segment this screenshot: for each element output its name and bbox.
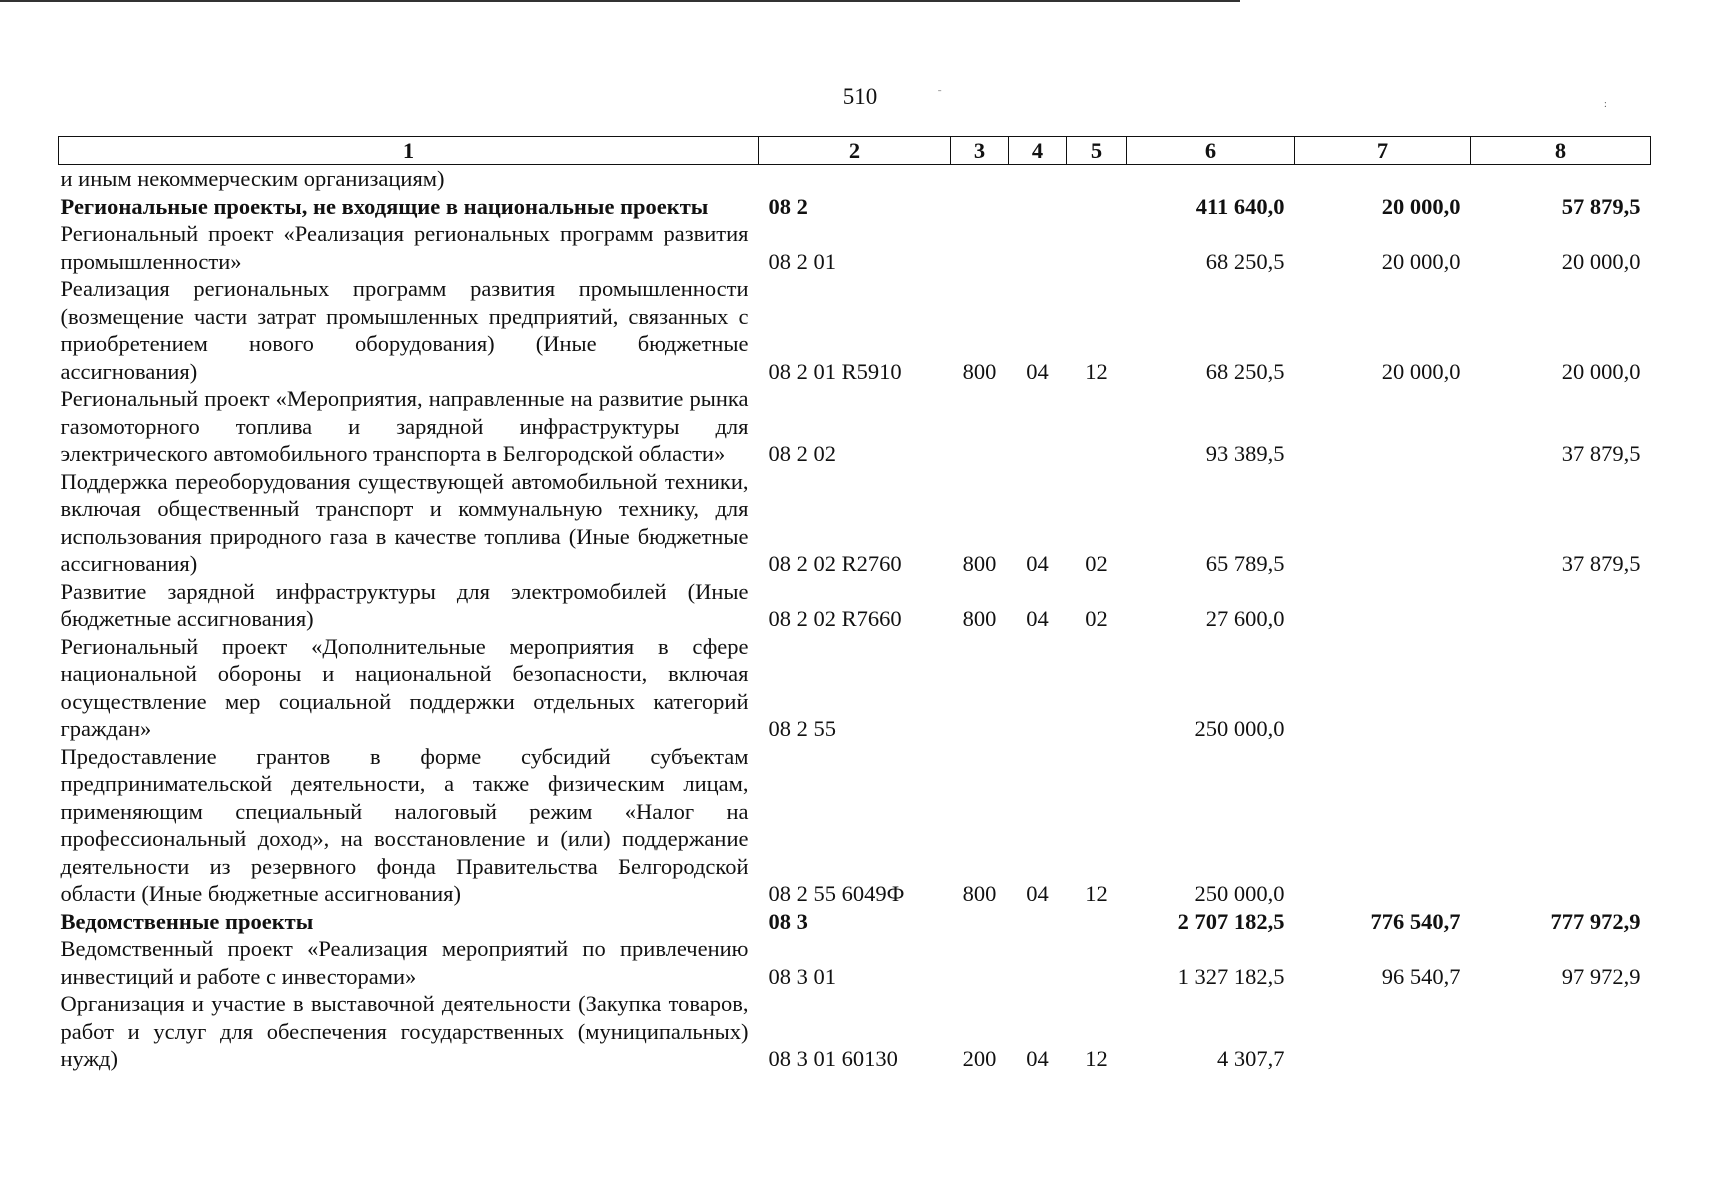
row-subsection-cell xyxy=(1067,633,1127,743)
row-code-cell: 08 2 02 R7660 xyxy=(768,606,902,631)
row-amount-col8: 37 879,5 xyxy=(1561,551,1641,576)
row-subsection-cell: 02 xyxy=(1085,551,1108,576)
row-name-cell: Предоставление грантов в форме субсидий субъектам предпринимательской деятельности, а также физическим лицам, применяющим специальный налоговый режим «Налог на профессиональный доход», на восстановление и (или) поддержание деятельности из резервного фонда Правительства Белгородской области (Иные бюджетные ассигнования) xyxy=(60,743,749,906)
row-amount-col6: 68 250,5 xyxy=(1205,358,1285,384)
row-code-cell: 08 2 02 R2760 xyxy=(768,551,902,576)
row-type-cell: 800 xyxy=(962,551,997,576)
row-type-cell: 200 xyxy=(962,1046,997,1071)
row-section-cell xyxy=(1009,633,1067,743)
row-type-cell xyxy=(951,220,1009,275)
row-amount-col7 xyxy=(1295,990,1471,1073)
row-type-cell xyxy=(951,165,1009,193)
column-header-5: 5 xyxy=(1067,137,1127,165)
table-row xyxy=(59,385,1651,468)
table-row xyxy=(59,193,1651,221)
row-section-cell: 04 xyxy=(1026,881,1049,906)
row-amount-col6: 4 307,7 xyxy=(1217,1046,1285,1071)
table-row xyxy=(59,935,1651,990)
row-name-cell: Организация и участие в выставочной деятельности (Закупка товаров, работ и услуг для обеспечения государственных (муниципальных) нужд) xyxy=(60,991,749,1071)
row-amount-col8 xyxy=(1471,165,1651,193)
row-subsection-cell xyxy=(1067,385,1127,468)
row-subsection-cell xyxy=(1067,193,1127,221)
row-type-cell xyxy=(951,193,1009,221)
row-amount-col7 xyxy=(1295,385,1471,468)
row-type-cell xyxy=(951,935,1009,990)
row-name-cell: и иным некоммерческим организациям) xyxy=(60,166,445,191)
row-subsection-cell xyxy=(1067,935,1127,990)
row-amount-col8 xyxy=(1471,578,1651,633)
row-amount-col6: 1 327 182,5 xyxy=(1177,963,1285,989)
budget-table-container xyxy=(58,136,1650,1073)
row-section-cell: 04 xyxy=(1026,1046,1049,1071)
row-name-cell: Ведомственные проекты xyxy=(60,908,314,934)
row-name-cell: Региональный проект «Дополнительные мероприятия в сфере национальной обороны и национальной безопасности, включая осуществление мер социальной поддержки отдельных категорий граждан» xyxy=(60,633,749,741)
row-type-cell xyxy=(951,633,1009,743)
row-code-cell: 08 2 55 6049Ф xyxy=(768,881,905,906)
row-amount-col6: 68 250,5 xyxy=(1205,248,1285,274)
row-amount-col6: 250 000,0 xyxy=(1194,881,1285,906)
row-amount-col8 xyxy=(1471,743,1651,908)
row-section-cell xyxy=(1009,935,1067,990)
row-subsection-cell xyxy=(1067,165,1127,193)
row-code-cell: 08 2 xyxy=(768,193,808,219)
table-row xyxy=(59,578,1651,633)
row-amount-col7 xyxy=(1295,165,1471,193)
column-header-6: 6 xyxy=(1127,137,1295,165)
row-type-cell: 800 xyxy=(962,358,997,384)
row-section-cell: 04 xyxy=(1026,551,1049,576)
row-section-cell xyxy=(1009,385,1067,468)
row-amount-col6 xyxy=(1127,165,1295,193)
row-name-cell: Реализация региональных программ развития промышленности (возмещение части затрат промышленных предприятий, связанных с приобретением нового оборудования) (Иные бюджетные ассигнования) xyxy=(60,276,749,384)
row-amount-col7 xyxy=(1295,743,1471,908)
row-code-cell: 08 3 xyxy=(768,908,808,934)
row-amount-col6: 250 000,0 xyxy=(1194,716,1285,741)
row-section-cell xyxy=(1009,193,1067,221)
row-code-cell: 08 3 01 xyxy=(768,963,836,989)
scan-speck: : xyxy=(1604,99,1607,110)
scan-speck: ˉ xyxy=(938,89,942,100)
row-name-cell: Региональный проект «Реализация региональных программ развития промышленности» xyxy=(60,221,749,274)
table-body xyxy=(59,165,1651,1073)
column-header-7: 7 xyxy=(1295,137,1471,165)
table-row xyxy=(59,220,1651,275)
row-section-cell xyxy=(1009,908,1067,936)
row-code-cell: 08 2 55 xyxy=(768,716,836,741)
row-amount-col8 xyxy=(1471,990,1651,1073)
table-row xyxy=(59,908,1651,936)
row-code-cell: 08 3 01 60130 xyxy=(768,1046,898,1071)
row-subsection-cell: 12 xyxy=(1085,358,1108,384)
budget-table xyxy=(58,136,1651,1073)
row-section-cell xyxy=(1009,165,1067,193)
table-header-row xyxy=(59,137,1651,165)
column-header-8: 8 xyxy=(1471,137,1651,165)
table-row xyxy=(59,165,1651,193)
row-amount-col7: 776 540,7 xyxy=(1370,908,1461,934)
row-amount-col8: 20 000,0 xyxy=(1561,248,1641,274)
page-number: 510 xyxy=(842,84,878,109)
row-amount-col7: 96 540,7 xyxy=(1381,963,1461,989)
row-name-cell: Региональный проект «Мероприятия, направленные на развитие рынка газомоторного топлива и зарядной инфраструктуры для электрического автомобильного транспорта в Белгородской области» xyxy=(60,386,749,466)
row-subsection-cell: 12 xyxy=(1085,881,1108,906)
row-name-cell: Поддержка переоборудования существующей автомобильной техники, включая общественный транспорт и коммунальную технику, для использования природного газа в качестве топлива (Иные бюджетные ассигнования) xyxy=(60,468,749,576)
row-subsection-cell: 02 xyxy=(1085,606,1108,631)
row-section-cell: 04 xyxy=(1026,606,1049,631)
row-section-cell xyxy=(1009,220,1067,275)
row-amount-col7 xyxy=(1295,468,1471,578)
row-subsection-cell: 12 xyxy=(1085,1046,1108,1071)
table-row xyxy=(59,633,1651,743)
row-amount-col6: 93 389,5 xyxy=(1205,441,1285,466)
row-amount-col7 xyxy=(1295,633,1471,743)
row-amount-col8: 37 879,5 xyxy=(1561,441,1641,466)
row-name-cell: Развитие зарядной инфраструктуры для электромобилей (Иные бюджетные ассигнования) xyxy=(60,578,749,631)
column-header-1: 1 xyxy=(59,137,759,165)
table-row xyxy=(59,743,1651,908)
table-row xyxy=(59,990,1651,1073)
row-amount-col6: 27 600,0 xyxy=(1205,606,1285,631)
table-row xyxy=(59,468,1651,578)
row-amount-col7 xyxy=(1295,578,1471,633)
row-amount-col8: 57 879,5 xyxy=(1561,193,1641,219)
row-type-cell xyxy=(951,385,1009,468)
row-type-cell xyxy=(951,908,1009,936)
row-amount-col8 xyxy=(1471,633,1651,743)
row-subsection-cell xyxy=(1067,220,1127,275)
row-amount-col6: 2 707 182,5 xyxy=(1177,908,1285,934)
row-amount-col6: 65 789,5 xyxy=(1205,551,1285,576)
row-section-cell: 04 xyxy=(1026,358,1049,384)
row-amount-col7: 20 000,0 xyxy=(1381,248,1461,274)
column-header-2: 2 xyxy=(759,137,951,165)
column-header-4: 4 xyxy=(1009,137,1067,165)
row-amount-col6: 411 640,0 xyxy=(1195,193,1285,219)
row-code-cell xyxy=(759,165,951,193)
top-scan-rule xyxy=(0,0,1240,2)
row-name-cell: Региональные проекты, не входящие в национальные проекты xyxy=(60,193,709,219)
table-row xyxy=(59,275,1651,385)
row-code-cell: 08 2 02 xyxy=(768,441,836,466)
row-amount-col8: 20 000,0 xyxy=(1561,358,1641,384)
row-amount-col7: 20 000,0 xyxy=(1381,358,1461,384)
row-amount-col8: 97 972,9 xyxy=(1561,963,1641,989)
column-header-3: 3 xyxy=(951,137,1009,165)
row-code-cell: 08 2 01 xyxy=(768,248,836,274)
row-type-cell: 800 xyxy=(962,606,997,631)
row-amount-col8: 777 972,9 xyxy=(1550,908,1641,934)
row-name-cell: Ведомственный проект «Реализация мероприятий по привлечению инвестиций и работе с инвесторами» xyxy=(60,936,749,989)
row-code-cell: 08 2 01 R5910 xyxy=(768,358,902,384)
row-amount-col7: 20 000,0 xyxy=(1381,193,1461,219)
row-subsection-cell xyxy=(1067,908,1127,936)
row-type-cell: 800 xyxy=(962,881,997,906)
